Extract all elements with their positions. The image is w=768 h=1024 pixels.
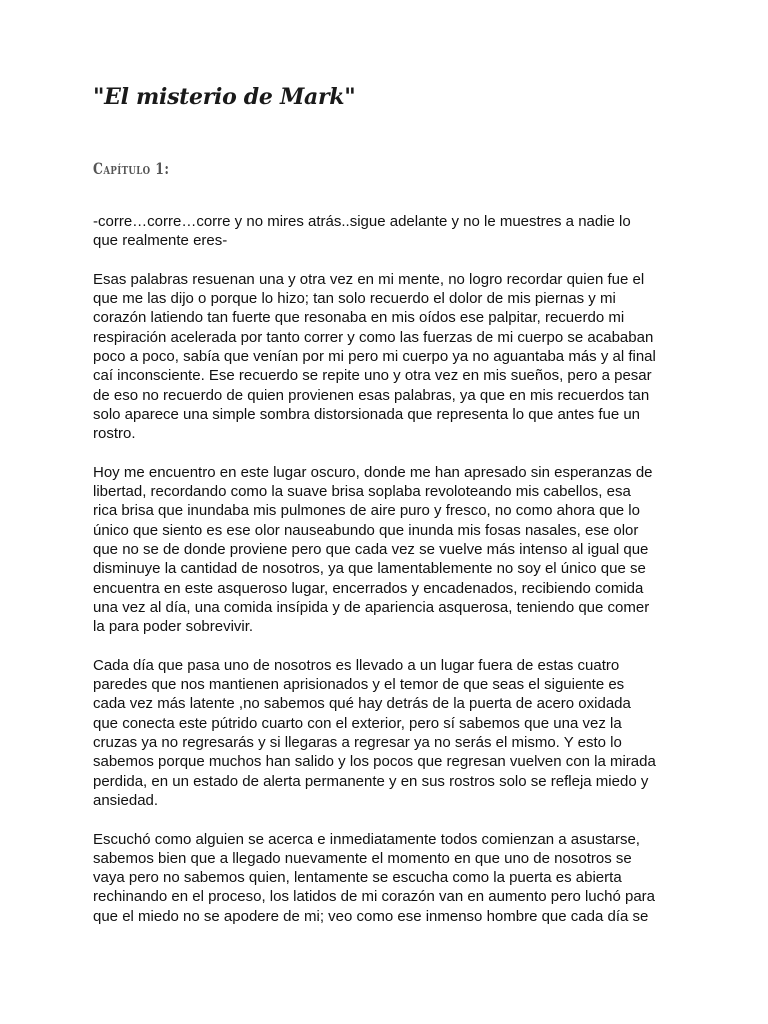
paragraph: -corre…corre…corre y no mires atrás..sigue adelante y no le muestres a nadie lo que realmente eres-: [93, 213, 631, 250]
paragraph: Cada día que pasa uno de nosotros es llevado a un lugar fuera de estas cuatro paredes que nos mantienen aprisionados y el temor de que seas el siguiente es cada vez más latente ,no sabemos qué hay detrás de la puerta de acero oxidada que conecta este pútrido cuarto con el exterior, pero sí sabemos que una vez la cruzas ya no regresarás y si llegaras a regresar ya no serás el mismo. Y esto lo sabemos porque muchos han salido y los pocos que regresan vuelven con la mirada perdida, en un estado de alerta permanente y en sus rostros solo se refleja miedo y ansiedad.: [93, 656, 656, 809]
paragraph: Escuchó como alguien se acerca e inmediatamente todos comienzan a asustarse, sabemos bien que a llegado nuevamente el momento en que uno de nosotros se vaya pero no sabemos quien, lentamente se escucha como la puerta es abierta rechinando en el proceso, los latidos de mi corazón van en aumento pero luchó para que el miedo no se apodere de mi; veo como ese inmenso hombre que cada día se: [93, 830, 656, 925]
chapter-heading: Capítulo 1:: [93, 159, 170, 178]
paragraph: Hoy me encuentro en este lugar oscuro, donde me han apresado sin esperanzas de libertad, recordando como la suave brisa soplaba revoloteando mis cabellos, esa rica brisa que inundaba mis pulmones de aire puro y fresco, no como ahora que lo único que siento es ese olor nauseabundo que inunda mis fosas nasales, ese olor que no se de donde proviene pero que cada vez se vuelve más intenso al igual que disminuye la cantidad de nosotros, ya que lamentablemente no soy el único que se encuentra en este asqueroso lugar, encerrados y encadenados, recibiendo comida una vez al día, una comida insípida y de apariencia asquerosa, teniendo que comer la para poder sobrevivir.: [93, 463, 653, 636]
document-title: "El misterio de Mark": [93, 84, 356, 110]
document-body: [93, 212, 683, 945]
paragraph: Esas palabras resuenan una y otra vez en mi mente, no logro recordar quien fue el que me las dijo o porque lo hizo; tan solo recuerdo el dolor de mis piernas y mi corazón latiendo tan fuerte que resonaba en mis oídos ese palpitar, recuerdo mi respiración acelerada por tanto correr y como las fuerzas de mi cuerpo se acababan poco a poco, sabía que venían por mi pero mi cuerpo ya no aguantaba más y al final caí inconsciente. Ese recuerdo se repite uno y otra vez en mis sueños, pero a pesar de eso no recuerdo de quien provienen esas palabras, ya que en mis recuerdos tan solo aparece una simple sombra distorsionada que representa lo que antes fue un rostro.: [93, 270, 656, 443]
